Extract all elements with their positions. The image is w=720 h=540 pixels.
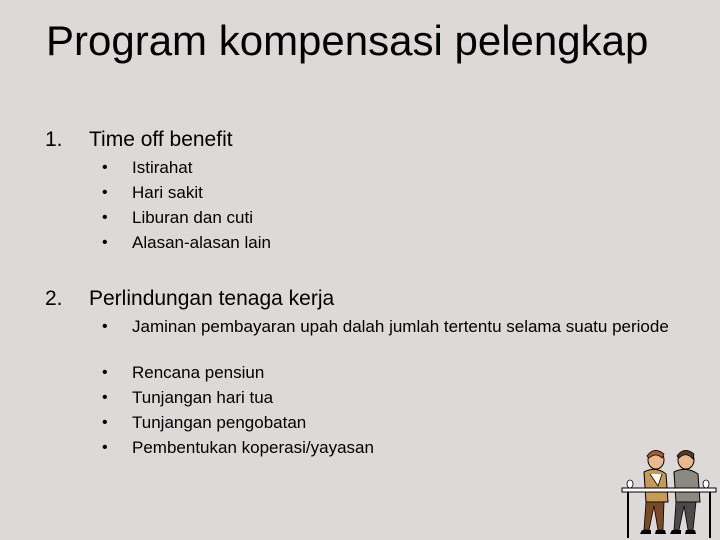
bullet-marker: • (102, 209, 108, 226)
section-number: 2. (45, 287, 63, 310)
bullet-marker: • (102, 439, 108, 456)
bullet-marker: • (102, 318, 108, 335)
list-item-text: Rencana pensiun (132, 363, 265, 382)
bullet-marker: • (102, 414, 108, 431)
list-item-text: Istirahat (132, 158, 193, 177)
bullet-marker: • (102, 364, 108, 381)
list-item-text: Pembentukan koperasi/yayasan (132, 438, 374, 457)
bullet-marker: • (102, 184, 108, 201)
list-item-text: Tunjangan pengobatan (132, 413, 307, 432)
list-item-text: Liburan dan cuti (132, 208, 253, 227)
list-item-text: Tunjangan hari tua (132, 388, 274, 407)
bullet-marker: • (102, 159, 108, 176)
section-heading: Time off benefit (89, 128, 233, 151)
two-people-at-table-illustration (618, 446, 718, 540)
list-item-text: Hari sakit (132, 183, 203, 202)
section-heading: Perlindungan tenaga kerja (89, 287, 335, 310)
bullet-marker: • (102, 389, 108, 406)
cafe-table (622, 480, 716, 538)
slide-title: Program kompensasi pelengkap (46, 17, 649, 64)
bullet-marker: • (102, 234, 108, 251)
list-item-text: Jaminan pembayaran upah dalah jumlah tertentu selama suatu periode (132, 317, 669, 336)
section-number: 1. (45, 128, 63, 151)
list-item-text: Alasan-alasan lain (132, 233, 271, 252)
